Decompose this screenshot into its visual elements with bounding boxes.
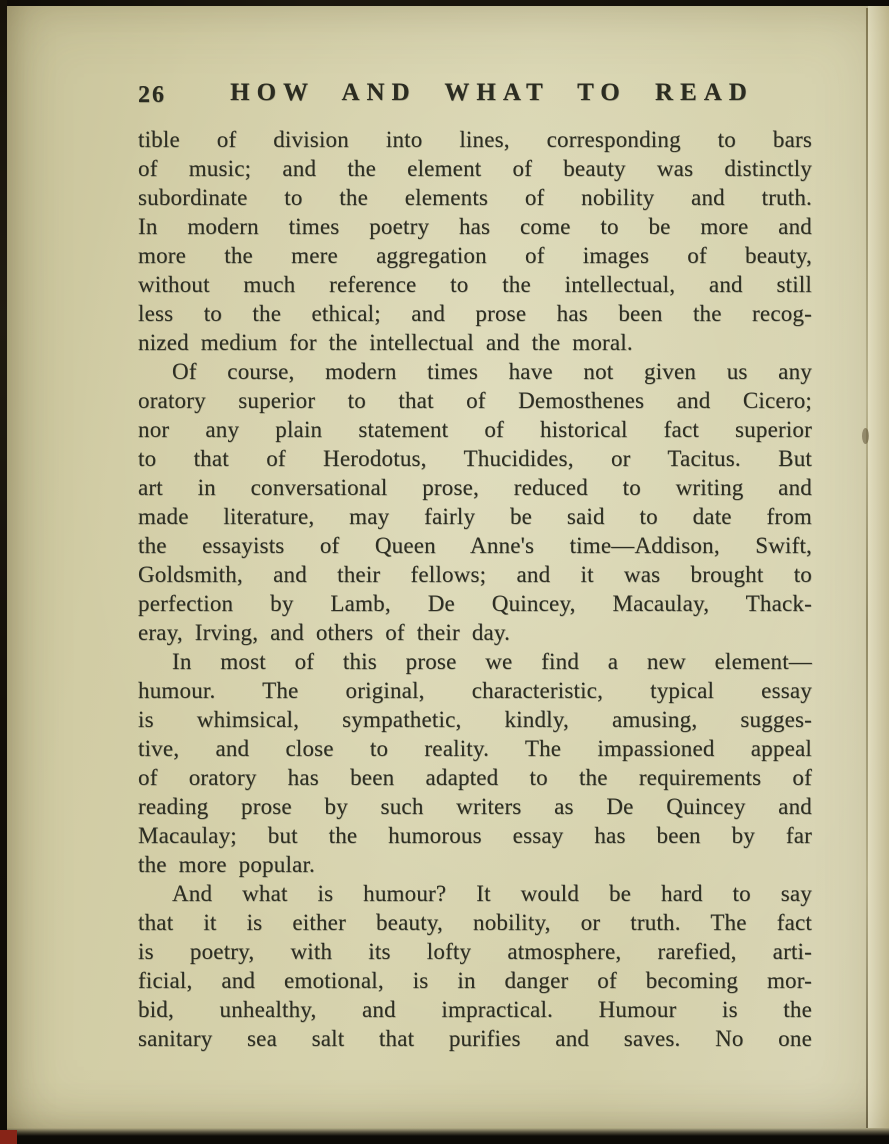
text-line: of oratory has been adapted to the requirements of [138,765,812,790]
text-line: Of course, modern times have not given us any [172,359,812,384]
text-line: is poetry, with its lofty atmosphere, rarefied, arti- [138,939,812,964]
page-number: 26 [138,82,166,108]
scan-corner-mark [0,1130,17,1144]
text-line: more the mere aggregation of images of beauty, [138,243,812,268]
text-line: sanitary sea salt that purifies and saves. No one [138,1026,812,1051]
paragraph [138,879,812,1053]
text-line: And what is humour? It would be hard to say [172,881,812,906]
text-line: humour. The original, characteristic, typical essay [138,678,812,703]
text-line: Macaulay; but the humorous essay has been by far [138,823,812,848]
text-line: Goldsmith, and their fellows; and it was brought to [138,562,812,587]
text-line: subordinate to the elements of nobility and truth. [138,185,812,210]
text-line: art in conversational prose, reduced to writing and [138,475,812,500]
text-line: less to the ethical; and prose has been the recog- [138,301,812,326]
text-line: the essayists of Queen Anne's time—Addison, Swift, [138,533,812,558]
paragraph [138,125,812,357]
text-line: bid, unhealthy, and impractical. Humour is the [138,997,812,1022]
text-line: nized medium for the intellectual and the moral. [138,330,633,355]
scan-edge-top [0,0,889,6]
running-title: HOW AND WHAT TO READ [230,79,754,106]
text-line: nor any plain statement of historical fact superior [138,417,812,442]
text-line: tive, and close to reality. The impassioned appeal [138,736,812,761]
text-line: tible of division into lines, corresponding to bars [138,127,812,152]
text-line: oratory superior to that of Demosthenes and Cicero; [138,388,812,413]
text-line: eray, Irving, and others of their day. [138,620,511,645]
page-header [138,79,812,113]
text-line: is whimsical, sympathetic, kindly, amusing, sugges- [138,707,812,732]
text-line: without much reference to the intellectual, and still [138,272,812,297]
page-right-edge-band [868,6,889,1128]
scan-edge-bottom [0,1128,889,1144]
text-line: to that of Herodotus, Thucidides, or Tacitus. But [138,446,812,471]
text-line: that it is either beauty, nobility, or truth. The fact [138,910,812,935]
text-line: made literature, may fairly be said to date from [138,504,812,529]
page-body [138,125,812,1053]
text-line: ficial, and emotional, is in danger of becoming mor- [138,968,812,993]
text-line: reading prose by such writers as De Quincey and [138,794,812,819]
page-edge-crease [866,8,868,1128]
paragraph [138,647,812,879]
paragraph [138,357,812,647]
scan-edge-left [0,0,7,1144]
text-line: In modern times poetry has come to be more and [138,214,812,239]
text-line: perfection by Lamb, De Quincey, Macaulay, Thack- [138,591,812,616]
text-line: In most of this prose we find a new element— [172,649,812,674]
text-line: of music; and the element of beauty was distinctly [138,156,812,181]
text-line: the more popular. [138,852,315,877]
page-edge-nick [862,428,869,444]
